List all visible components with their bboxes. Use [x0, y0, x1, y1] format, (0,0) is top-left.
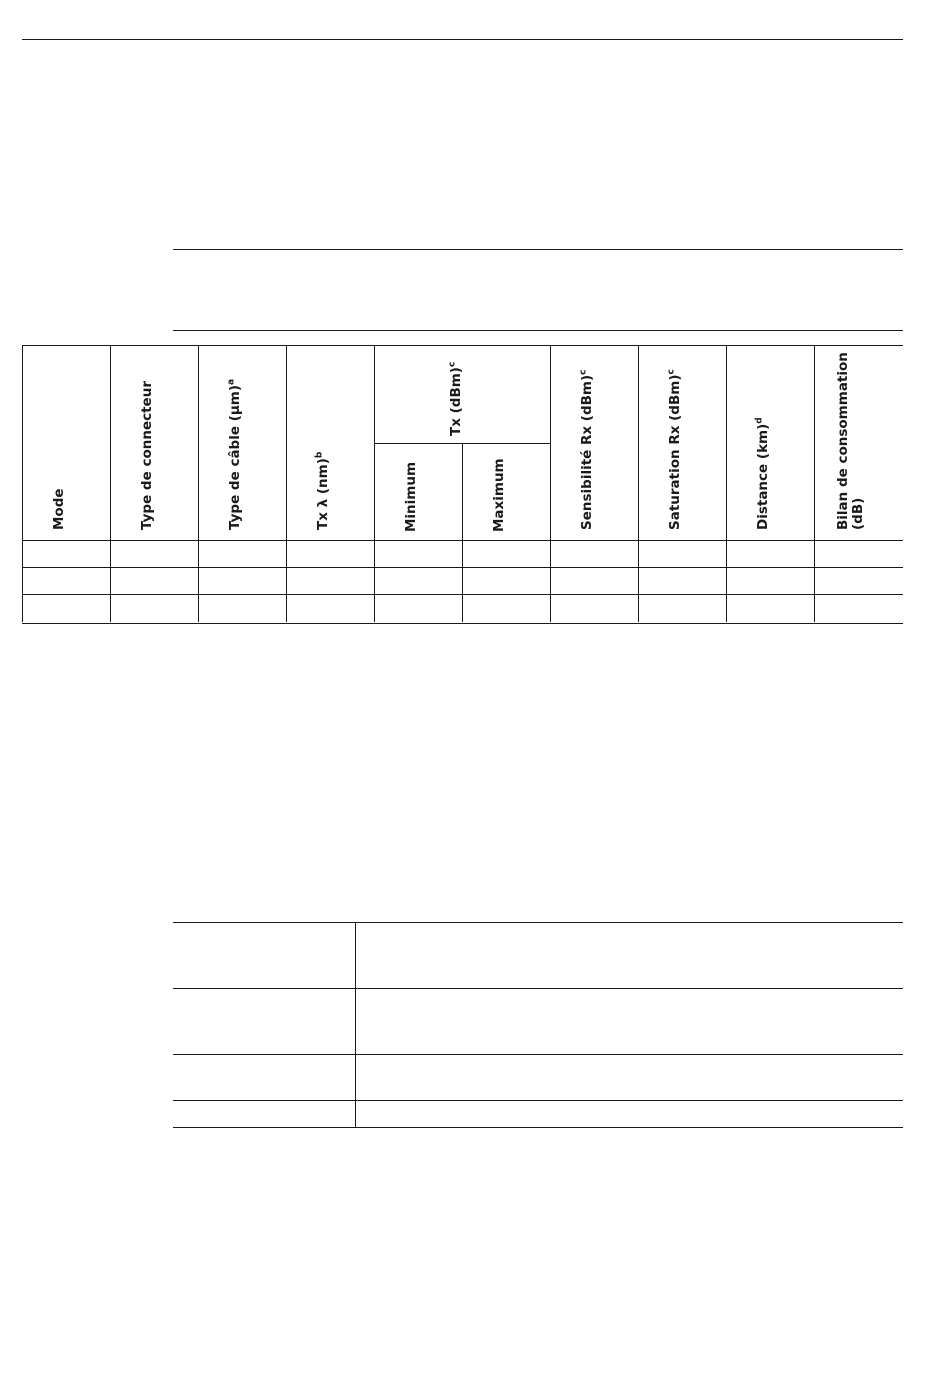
table-row [22, 595, 903, 622]
tx-group-separator [374, 443, 550, 444]
table-row [22, 541, 903, 567]
header-power-budget-line1: Bilan de consommation [835, 352, 851, 530]
header-tx-wavelength-text: Tx λ (nm) [315, 458, 331, 530]
footnote-marker: c [666, 369, 677, 375]
header-rx-saturation-text: Saturation Rx (dBm) [667, 374, 683, 530]
footnote-marker: b [314, 451, 325, 459]
page-header-rule [22, 39, 903, 40]
header-tx-maximum [492, 458, 507, 532]
header-tx-dbm [449, 362, 464, 436]
header-cable-type [228, 379, 243, 530]
table-row [173, 1055, 903, 1100]
table-row [22, 568, 903, 594]
header-connector-type-text: Type de connecteur [139, 381, 155, 530]
header-mode-text: Mode [51, 488, 67, 530]
table-caption-bottom-rule [173, 330, 903, 331]
header-tx-minimum [404, 462, 419, 532]
header-tx-minimum-text: Minimum [403, 461, 419, 532]
header-distance [756, 417, 771, 530]
spec-table [22, 345, 903, 624]
header-connector-type [140, 381, 155, 530]
header-cable-type-text: Type de câble (µm) [227, 384, 243, 530]
header-rx-sensitivity-text: Sensibilité Rx (dBm) [579, 374, 595, 530]
header-distance-text: Distance (km) [755, 423, 771, 530]
footnote-marker: c [578, 369, 589, 375]
header-tx-dbm-text: Tx (dBm) [448, 367, 464, 436]
info-table [173, 922, 903, 1128]
header-tx-wavelength [316, 452, 331, 530]
header-rx-saturation [668, 369, 683, 530]
header-power-budget-line2: (dB) [850, 497, 866, 530]
table-caption-top-rule [173, 249, 903, 250]
header-power-budget [836, 352, 866, 530]
header-rx-sensitivity [580, 369, 595, 530]
table-row [173, 989, 903, 1054]
table-row [173, 923, 903, 988]
footnote-marker: d [754, 417, 765, 424]
table-row [173, 1101, 903, 1127]
header-tx-maximum-text: Maximum [491, 458, 507, 532]
header-mode [52, 488, 67, 530]
footnote-marker: c [447, 361, 458, 368]
footnote-marker: a [226, 378, 237, 385]
